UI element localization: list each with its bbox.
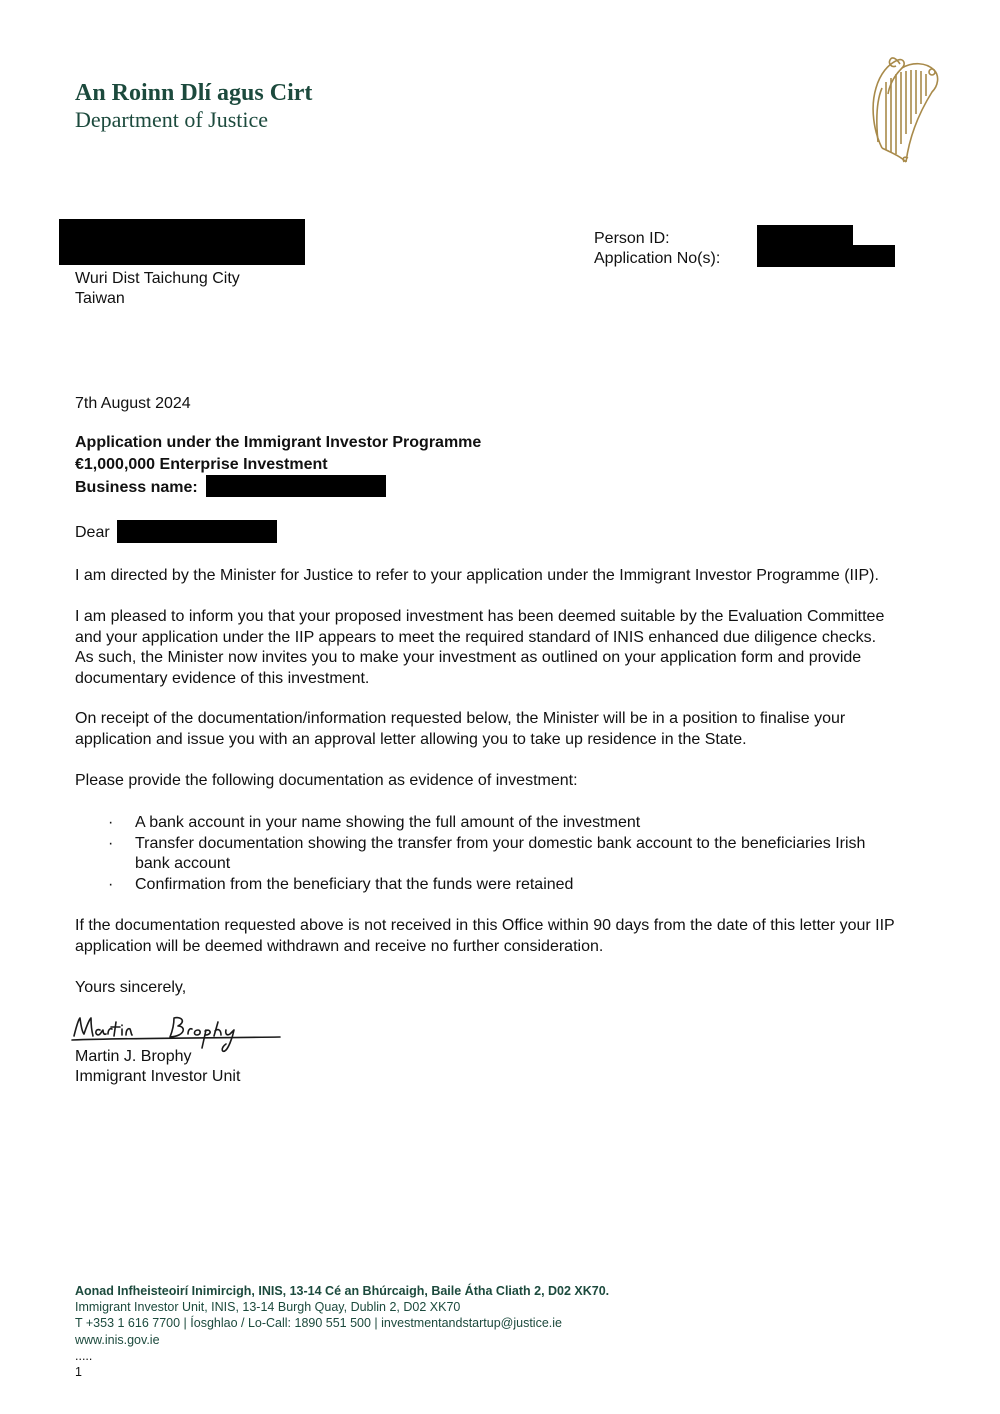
closing: Yours sincerely, xyxy=(75,979,187,996)
letter-date: 7th August 2024 xyxy=(75,395,191,412)
list-item-continuation xyxy=(135,854,935,875)
redacted-addressee xyxy=(117,520,277,543)
list-item xyxy=(108,834,935,855)
paragraph-line: As such, the Minister now invites you to make your investment as outlined on your application form and provide xyxy=(75,649,862,666)
paragraph-line: application and issue you with an approval letter allowing you to take up residence in the State. xyxy=(75,730,747,748)
signatory-unit: Immigrant Investor Unit xyxy=(75,1068,241,1085)
paragraph-intro-text: I am directed by the Minister for Justice to refer to your application under the Immigrant Investor Programme (IIP). xyxy=(75,567,879,584)
department-name-english: Department of Justice xyxy=(75,107,269,132)
footer-address-english: Immigrant Investor Unit, INIS, 13-14 Burgh Quay, Dublin 2, D02 XK70 xyxy=(75,1300,461,1315)
paragraph-line: application will be deemed withdrawn and receive no further consideration. xyxy=(75,937,604,955)
bullet-mark: · xyxy=(108,875,114,893)
recipient-address-line-1: Wuri Dist Taichung City xyxy=(75,270,240,287)
footer-dots: ..... xyxy=(75,1348,93,1363)
salutation: Dear xyxy=(75,524,110,541)
signatory-name: Martin J. Brophy xyxy=(75,1048,192,1065)
paragraph-line: documentary evidence of this investment. xyxy=(75,669,370,687)
redacted-application-no xyxy=(757,245,895,267)
list-item xyxy=(108,875,935,896)
paragraph-deadline xyxy=(75,916,955,957)
paragraph-line: I am pleased to inform you that your proposed investment has been deemed suitable by the Evaluation Committee xyxy=(75,608,885,625)
redacted-business-name xyxy=(206,475,386,497)
recipient-address-line-2: Taiwan xyxy=(75,290,125,307)
paragraph-line: and your application under the IIP appears to meet the required standard of INIS enhanced due diligence checks. xyxy=(75,628,877,646)
application-no-label: Application No(s): xyxy=(594,250,721,267)
list-item-text: Confirmation from the beneficiary that the funds were retained xyxy=(135,875,574,893)
footer-address-irish: Aonad Infheisteoirí Inimircigh, INIS, 13-14 Cé an Bhúrcaigh, Baile Átha Cliath 2, D02 XK70. xyxy=(75,1284,610,1298)
footer xyxy=(75,1283,609,1380)
page-number: 1 xyxy=(75,1365,82,1380)
footer-contact: T +353 1 616 7700 | Íosghlao / Lo-Call: 1890 551 500 | investmentandstartup@justice.ie xyxy=(75,1316,562,1331)
list-item-text: Transfer documentation showing the transfer from your domestic bank account to the beneficiaries Irish xyxy=(135,834,866,852)
list-item-text: bank account xyxy=(135,855,231,872)
business-name-label: Business name: xyxy=(75,479,198,496)
paragraph-line: On receipt of the documentation/information requested below, the Minister will be in a position to finalise your xyxy=(75,710,846,727)
paragraph-next-steps xyxy=(75,709,955,750)
department-name-irish: An Roinn Dlí agus Cirt xyxy=(75,80,313,106)
paragraph-line: If the documentation requested above is not received in this Office within 90 days from the date of this letter your IIP xyxy=(75,917,895,934)
list-item xyxy=(108,813,935,834)
documentation-list xyxy=(108,813,935,895)
person-id-label: Person ID: xyxy=(594,230,670,247)
paragraph-documentation-request xyxy=(75,771,955,792)
harp-emblem-icon xyxy=(866,52,942,166)
footer-website: www.inis.gov.ie xyxy=(75,1332,160,1347)
paragraph-approval xyxy=(75,607,955,689)
redacted-person-id xyxy=(757,225,853,247)
redacted-recipient-name xyxy=(59,219,305,265)
list-item-text: A bank account in your name showing the full amount of the investment xyxy=(135,814,641,831)
subject-line-2: €1,000,000 Enterprise Investment xyxy=(75,456,328,473)
bullet-mark: · xyxy=(108,814,114,831)
paragraph-intro xyxy=(75,566,955,587)
bullet-mark: · xyxy=(108,834,114,852)
subject-line-1: Application under the Immigrant Investor Programme xyxy=(75,434,482,451)
paragraph-documentation-text: Please provide the following documentation as evidence of investment: xyxy=(75,772,578,789)
